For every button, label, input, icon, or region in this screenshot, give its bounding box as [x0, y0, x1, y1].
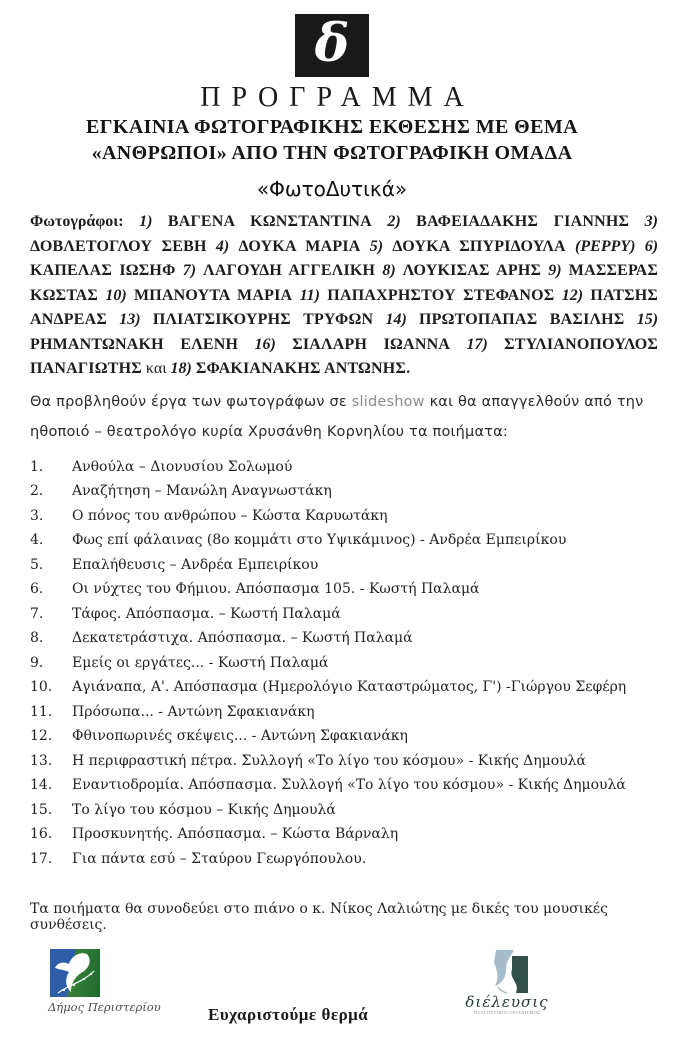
- photographers-paragraph: [30, 210, 658, 382]
- photographer-number: 5): [369, 237, 384, 255]
- poem-number: 9.: [30, 654, 44, 671]
- photographer-number: 2): [387, 213, 401, 230]
- poem-title: Εμείς οι εργάτες... - Κωστή Παλαμά: [72, 654, 329, 671]
- photographer-number: 10): [105, 286, 127, 304]
- poem-item: [30, 851, 658, 876]
- poem-title: Το λίγο του κόσμου – Κικής Δημουλά: [72, 801, 336, 818]
- poem-title: Επαλήθευσις – Ανδρέα Εμπειρίκου: [72, 556, 319, 573]
- poem-number: 12.: [30, 728, 53, 744]
- photographer-name: ΣΙΑΛΑΡΗ ΙΩΑΝΝΑ: [292, 335, 451, 353]
- photographer-name: ΣΦΑΚΙΑΝΑΚΗΣ ΑΝΤΩΝΗΣ.: [195, 360, 411, 377]
- poem-item: [30, 655, 658, 680]
- photographer-nickname: (ΡΕΡΡΥ): [575, 237, 636, 255]
- poem-item: [30, 826, 658, 851]
- photographer-name: ΡΗΜΑΝΤΩΝΑΚΗ ΕΛΕΝΗ: [30, 335, 239, 353]
- photographer-name: ΒΑΓΕΝΑ ΚΩΝΣΤΑΝΤΙΝΑ: [167, 213, 372, 230]
- poem-item: [30, 508, 658, 533]
- photographer-name: ΜΑΣΣΕΡΑΣ ΚΩΣΤΑΣ: [30, 262, 659, 304]
- poem-number: 2.: [30, 483, 44, 499]
- poem-number: 14.: [30, 777, 53, 793]
- photographer-number: 11): [299, 286, 321, 304]
- poem-title: Φθινοπωρινές σκέψεις... - Αντώνη Σφακιανάκη: [72, 728, 408, 744]
- poem-item: [30, 483, 658, 508]
- poem-item: [30, 630, 658, 655]
- photographer-name: ΣΤΥΛΙΑΝΟΠΟΥΛΟΣ ΠΑΝΑΓΙΩΤΗΣ: [30, 335, 659, 377]
- exhibition-subtitle-line1: ΕΓΚΑΙΝΙΑ ΦΩΤΟΓΡΑΦΙΚΗΣ ΕΚΘΕΣΗΣ ΜΕ ΘΕΜΑ: [86, 116, 578, 138]
- poem-item: [30, 532, 658, 557]
- poem-title: Τάφος. Απόσπασμα. – Κωστή Παλαμά: [72, 605, 341, 622]
- poem-item: [30, 679, 658, 704]
- poem-title: Οι νύχτες του Φήμιου. Απόσπασμα 105. - Κωστή Παλαμά: [72, 581, 480, 597]
- photographers-connector: και: [145, 360, 167, 377]
- photographer-number: 4): [215, 237, 230, 255]
- poem-title: Πρόσωπα... - Αντώνη Σφακιανάκη: [72, 703, 315, 720]
- delta-logo: [295, 14, 369, 77]
- photographers-lead-label: Φωτογράφοι:: [30, 213, 124, 230]
- photographer-number: 12): [561, 286, 584, 304]
- poem-number: 15.: [30, 801, 53, 818]
- poem-title: Προσκυνητής. Απόσπασμα. – Κώστα Βάρναλη: [72, 826, 399, 842]
- thanks-message: Ευχαριστούμε θερμά: [208, 1005, 369, 1024]
- poem-title: Ανθούλα – Διονυσίου Σολωμού: [72, 458, 293, 475]
- photographer-name: ΒΑΦΕΙΑΔΑΚΗΣ ΓΙΑΝΝΗΣ: [416, 213, 630, 230]
- poem-number: 4.: [30, 532, 44, 548]
- poem-number: 16.: [30, 826, 53, 842]
- poem-number: 10.: [30, 679, 53, 695]
- photographer-number: 8): [382, 262, 396, 279]
- slideshow-word: slideshow: [351, 393, 425, 410]
- intro-text-after: και θα απαγγελθούν από την ηθοποιό – θεατρολόγο κυρία Χρυσάνθη Κορνηλίου τα ποιήματα:: [30, 393, 644, 440]
- photographer-number: 18): [170, 360, 192, 377]
- footer-logos: [0, 949, 688, 1049]
- poem-title: Φως επί φάλαινας (8ο κομμάτι στο Υψικάμινος) - Ανδρέα Εμπειρίκου: [72, 532, 567, 548]
- organization-logo: [452, 949, 562, 1017]
- photographer-number: 15): [636, 311, 659, 328]
- photographer-number: 1): [139, 213, 153, 230]
- intro-paragraph: [30, 387, 658, 447]
- poem-title: Εναντιοδρομία. Απόσπασμα. Συλλογή «Το λίγο του κόσμου» - Κικής Δημουλά: [72, 777, 626, 793]
- photographer-name: ΠΡΩΤΟΠΑΠΑΣ ΒΑΣΙΛΗΣ: [419, 311, 625, 328]
- photographer-name: ΠΑΤΣΗΣ ΑΝΔΡΕΑΣ: [30, 286, 659, 328]
- photo-group-name: «ΦωτοΔυτικά»: [256, 177, 408, 201]
- piano-accompaniment-note: Τα ποιήματα θα συνοδεύει στο πιάνο ο κ. Νίκος Λαλιώτης με δικές του μουσικές συνθέσεις.: [30, 901, 608, 933]
- organization-logo-tagline: ΠΟΛΙΤΙΣΤΙΚΟΣ ΟΡΓΑΝΙΣΜΟΣ: [473, 1011, 541, 1016]
- poems-list: [30, 459, 658, 876]
- photographer-name: ΔΟΥΚΑ ΜΑΡΙΑ: [238, 237, 361, 255]
- municipality-logo: [48, 949, 161, 1014]
- photographer-name: ΜΠΑΝΟΥΤΑ ΜΑΡΙΑ: [133, 286, 293, 304]
- photographer-name: ΠΑΠΑΧΡΗΣΤΟΥ ΣΤΕΦΑΝΟΣ: [327, 286, 555, 304]
- poem-item: [30, 557, 658, 582]
- poem-item: [30, 704, 658, 729]
- dove-icon: [50, 949, 100, 997]
- poem-item: [30, 777, 658, 802]
- photographer-number: 9): [548, 262, 562, 279]
- poem-number: 17.: [30, 850, 53, 867]
- poem-number: 8.: [30, 630, 44, 646]
- poem-item: [30, 459, 658, 484]
- poem-number: 6.: [30, 581, 44, 597]
- poem-number: 5.: [30, 556, 44, 573]
- photographer-number: 6): [644, 237, 659, 255]
- poem-title: Για πάντα εσύ – Σταύρου Γεωργόπουλου.: [72, 850, 367, 867]
- photographer-name: ΛΟΥΚΙΣΑΣ ΑΡΗΣ: [402, 262, 542, 279]
- photographer-number: 13): [119, 311, 141, 328]
- photographer-number: 17): [466, 335, 488, 353]
- poem-title: Αγιάναπα, Α'. Απόσπασμα (Ημερολόγιο Καταστρώματος, Γ') -Γιώργου Σεφέρη: [72, 679, 627, 695]
- organization-logo-name: διέλευσις: [465, 993, 549, 1011]
- poem-item: [30, 802, 658, 827]
- photographer-name: ΠΛΙΑΤΣΙΚΟΥΡΗΣ ΤΡΥΦΩΝ: [152, 311, 374, 328]
- poem-number: 7.: [30, 605, 44, 622]
- program-title: ΠΡΟΓΡΑΜΜΑ: [200, 82, 475, 113]
- photographer-name: ΛΑΓΟΥΔΗ ΑΓΓΕΛΙΚΗ: [203, 262, 376, 279]
- delta-logo-letter: δ: [314, 13, 350, 74]
- poem-item: [30, 606, 658, 631]
- photographer-number: 3): [644, 213, 658, 230]
- photographer-number: 14): [385, 311, 407, 328]
- poem-title: Αναζήτηση – Μανώλη Αναγνωστάκη: [72, 483, 332, 499]
- document-header: [0, 0, 676, 201]
- municipality-logo-caption: Δήμος Περιστερίου: [48, 1000, 161, 1014]
- poem-number: 3.: [30, 507, 44, 524]
- poem-title: Η περιφραστική πέτρα. Συλλογή «Το λίγο του κόσμου» - Κικής Δημουλά: [72, 752, 587, 769]
- poem-number: 11.: [30, 703, 53, 720]
- poem-item: [30, 753, 658, 778]
- intro-text-before: Θα προβληθούν έργα των φωτογράφων σε: [30, 393, 347, 410]
- poem-number: 13.: [30, 752, 53, 769]
- poem-item: [30, 728, 658, 753]
- photographer-name: ΔΟΒΛΕΤΟΓΛΟΥ ΣΕΒΗ: [30, 237, 207, 255]
- photographer-name: ΚΑΠΕΛΑΣ ΙΩΣΗΦ: [30, 262, 176, 279]
- photographer-number: 7): [182, 262, 197, 279]
- photographer-number: 16): [254, 335, 276, 353]
- photographer-name: ΔΟΥΚΑ ΣΠΥΡΙΔΟΥΛΑ: [392, 237, 566, 255]
- poem-number: 1.: [30, 458, 44, 475]
- poem-item: [30, 581, 658, 606]
- dielefsis-mark-icon: [476, 949, 538, 995]
- poem-title: Ο πόνος του ανθρώπου – Κώστα Καρυωτάκη: [72, 507, 388, 524]
- poem-title: Δεκατετράστιχα. Απόσπασμα. – Κωστή Παλαμά: [72, 630, 413, 646]
- exhibition-subtitle-line2: «ΑΝΘΡΩΠΟΙ» ΑΠΟ ΤΗΝ ΦΩΤΟΓΡΑΦΙΚΗ ΟΜΑΔΑ: [91, 142, 573, 164]
